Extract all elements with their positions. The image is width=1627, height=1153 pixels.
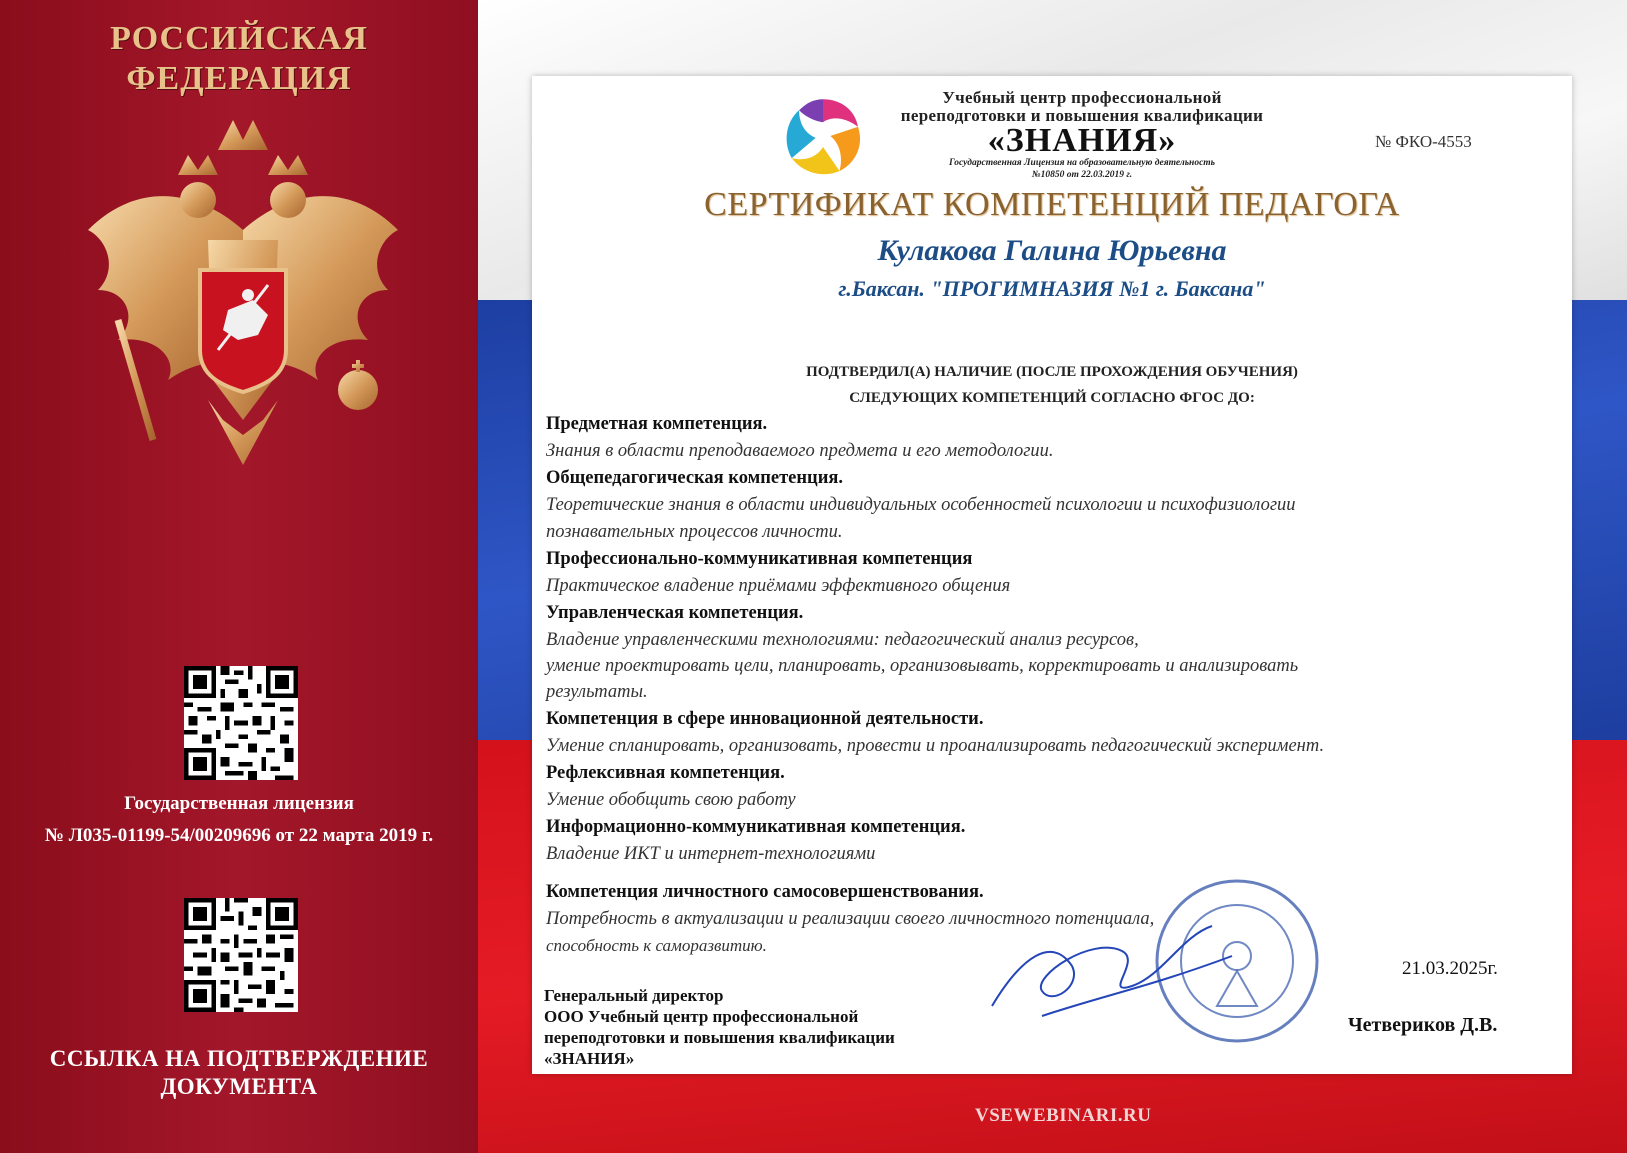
director-title-line2: ООО Учебный центр профессиональной xyxy=(544,1007,859,1026)
intro-line1: ПОДТВЕРДИЛ(А) НАЛИЧИЕ (ПОСЛЕ ПРОХОЖДЕНИЯ ОБУЧЕНИЯ) xyxy=(806,364,1298,380)
recipient-name: Кулакова Галина Юрьевна xyxy=(877,234,1227,267)
director-title-line4: «ЗНАНИЯ» xyxy=(544,1049,635,1068)
recipient-school: г.Баксан. "ПРОГИМНАЗИЯ №1 г. Баксана" xyxy=(838,276,1266,301)
competency-heading: Компетенция в сфере инновационной деятельности. xyxy=(546,709,984,729)
director-name: Четвериков Д.В. xyxy=(1348,1014,1498,1036)
competency-heading: Предметная компетенция. xyxy=(546,414,768,434)
competency-description: Знания в области преподаваемого предмета и его методологии. xyxy=(546,441,1054,461)
competency-heading: Компетенция личностного самосовершенствования. xyxy=(546,882,984,902)
competency-description: Теоретические знания в области индивидуальных особенностей психологии и психофизиологии xyxy=(546,495,1296,515)
license-qr-code-icon[interactable] xyxy=(184,666,298,780)
org-license-line2: №10850 от 22.03.2019 г. xyxy=(1031,170,1133,180)
competency-description: Владение ИКТ и интернет-технологиями xyxy=(546,844,876,864)
competency-heading: Рефлексивная компетенция. xyxy=(546,763,785,783)
verification-link-label-line2[interactable]: ДОКУМЕНТА xyxy=(160,1074,318,1099)
gov-license-label: Государственная лицензия xyxy=(124,793,354,814)
coat-of-arms-icon xyxy=(78,120,408,480)
issue-date: 21.03.2025г. xyxy=(1402,958,1498,979)
competency-heading: Управленческая компетенция. xyxy=(546,603,804,623)
intro-line2: СЛЕДУЮЩИХ КОМПЕТЕНЦИЙ СОГЛАСНО ФГОС ДО: xyxy=(849,390,1255,406)
certificate-number: № ФКО-4553 xyxy=(1375,132,1472,151)
competency-heading: Профессионально-коммуникативная компетенция xyxy=(546,549,973,569)
competency-description: способность к саморазвитию. xyxy=(546,936,767,955)
website-link[interactable]: VSEWEBINARI.RU xyxy=(975,1105,1152,1126)
left-panel xyxy=(0,0,478,1153)
competency-description: Потребность в актуализации и реализации своего личностного потенциала, xyxy=(546,909,1155,929)
verification-link-label-line1[interactable]: ССЫЛКА НА ПОДТВЕРЖДЕНИЕ xyxy=(49,1046,429,1071)
competency-heading: Общепедагогическая компетенция. xyxy=(546,468,843,488)
competency-description: Практическое владение приёмами эффективного общения xyxy=(546,576,1011,596)
competency-description: умение проектировать цели, планировать, организовывать, корректировать и анализировать xyxy=(546,656,1299,676)
director-title-line1: Генеральный директор xyxy=(544,986,724,1005)
country-title-line2: ФЕДЕРАЦИЯ xyxy=(126,60,352,97)
competency-description: Умение спланировать, организовать, провести и проанализировать педагогический эксперимент. xyxy=(546,736,1325,756)
country-title-line1: РОССИЙСКАЯ xyxy=(110,20,368,57)
org-name: «ЗНАНИЯ» xyxy=(987,122,1177,159)
gov-license-number: № Л035-01199-54/00209696 от 22 марта 2019 г. xyxy=(44,825,434,846)
certificate xyxy=(532,76,1572,1074)
certificate-title: СЕРТИФИКАТ КОМПЕТЕНЦИЙ ПЕДАГОГА xyxy=(704,186,1400,223)
competency-description: Владение управленческими технологиями: педагогический анализ ресурсов, xyxy=(546,630,1139,650)
competency-description: познавательных процессов личности. xyxy=(546,522,843,542)
org-license-line1: Государственная Лицензия на образовательную деятельность xyxy=(948,158,1216,168)
director-signature-icon xyxy=(982,896,1242,1036)
org-line2: переподготовки и повышения квалификации xyxy=(900,106,1264,125)
verification-qr-code-icon[interactable] xyxy=(184,898,298,1012)
competency-description: результаты. xyxy=(546,682,648,702)
director-title-line3: переподготовки и повышения квалификации xyxy=(544,1028,895,1047)
competency-description: Умение обобщить свою работу xyxy=(546,790,796,810)
competency-heading: Информационно-коммуникативная компетенция. xyxy=(546,817,966,837)
org-line1: Учебный центр профессиональной xyxy=(942,88,1222,107)
